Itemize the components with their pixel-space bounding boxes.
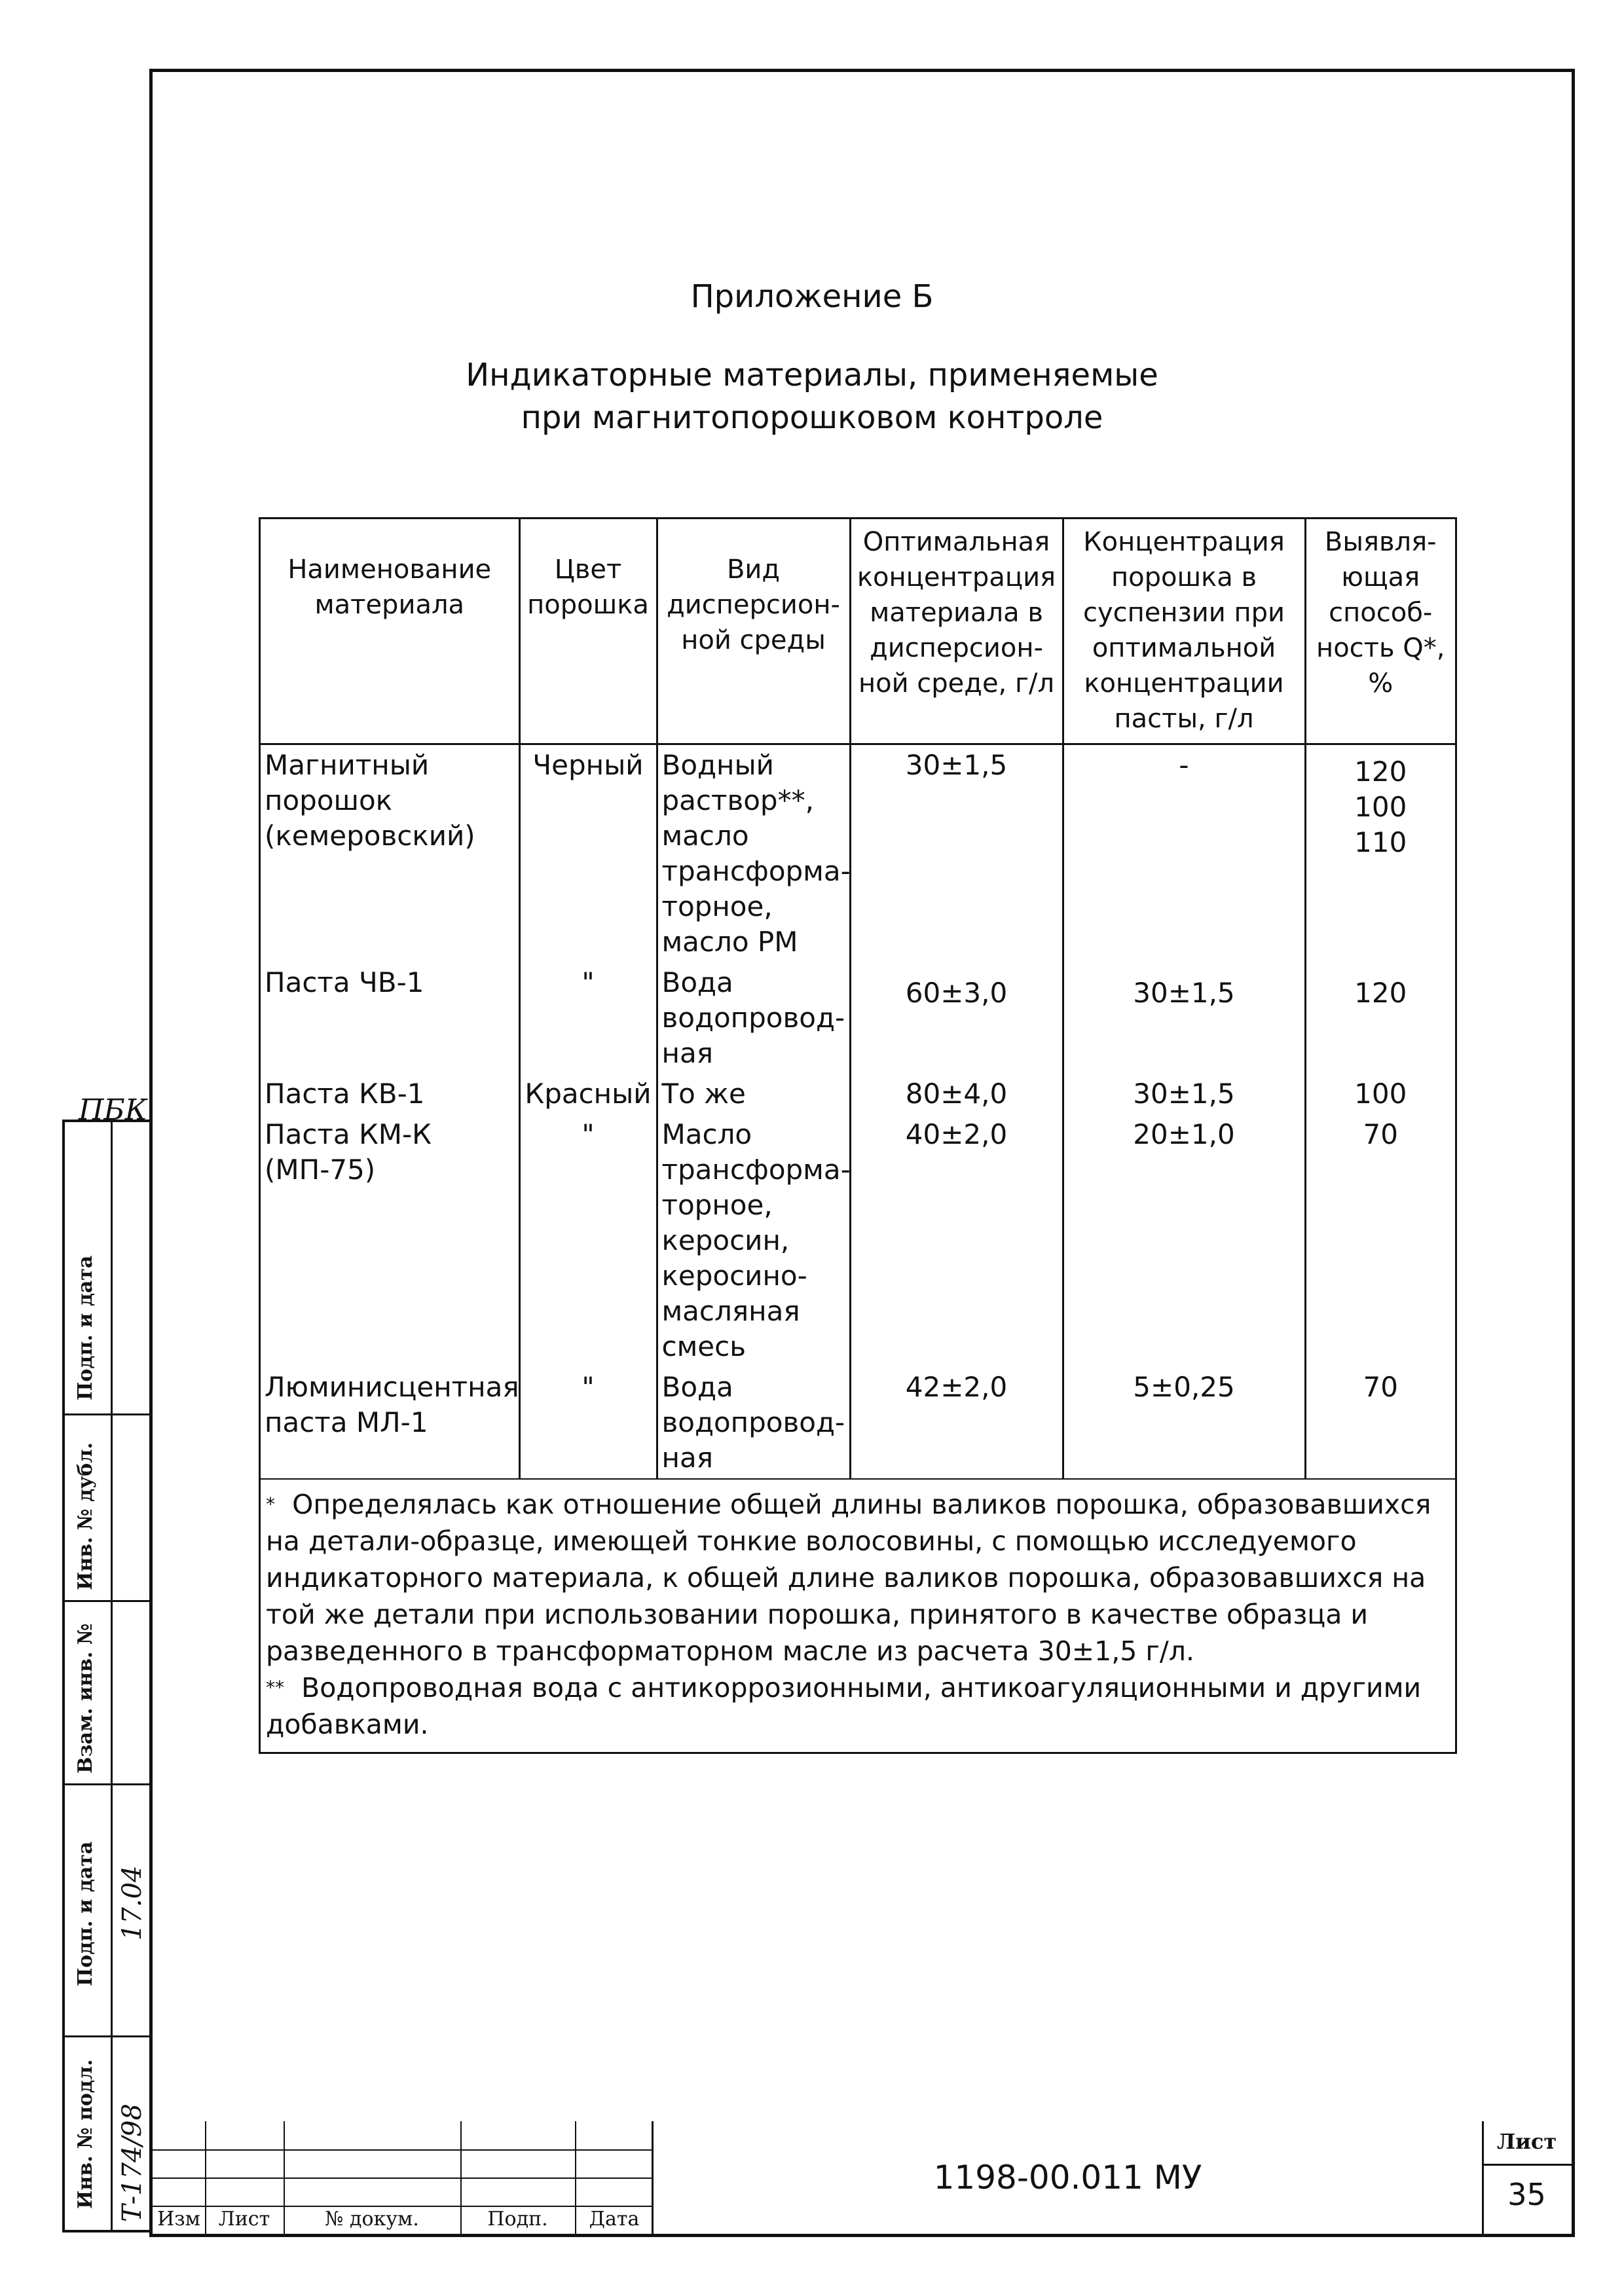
cell-name: Паста ЧВ-1 [265, 966, 424, 998]
grid-line [1482, 2164, 1572, 2166]
cell-medium: Водный раствор**, масло трансформа-торное, масло РМ [657, 744, 850, 963]
table-notes [261, 1478, 1455, 1752]
cell-medium: Вода водопровод-ная [657, 1367, 850, 1478]
table-row [261, 744, 1455, 963]
side-label-inv-dubl: Инв. № дубл. [74, 1442, 97, 1590]
footnote-1 [266, 1486, 1450, 1669]
footnote-2 [266, 1669, 1450, 1743]
cell-medium: Масло трансформа-торное, керосин, керосино-масляная смесь [657, 1114, 850, 1367]
cell-opt: 42±2,0 [850, 1367, 1063, 1478]
cell-medium: То же [657, 1074, 850, 1114]
side-label-podp-data-1: Подп. и дата [74, 1841, 97, 1986]
cell-opt: 30±1,5 [850, 744, 1063, 963]
stamp-col-izm: Изм [157, 2208, 200, 2231]
cell-q: 120 100 110 [1305, 744, 1455, 963]
sheet-label: Лист [1496, 2129, 1557, 2154]
handwritten-date: 17.04 [117, 1865, 147, 1941]
side-divider [65, 1783, 150, 1785]
col-header-opt-conc: Оптимальная концентрация материала в дисперсион-ной среде, г/л [850, 519, 1063, 744]
document-code: 1198-00.011 МУ [933, 2159, 1202, 2196]
grid-line [153, 2178, 654, 2179]
cell-conc: 30±1,5 [1063, 962, 1305, 1074]
cell-name: Люминисцентная паста МЛ-1 [265, 1371, 519, 1438]
cell-name: Магнитный порошок (кемеровский) [265, 749, 475, 852]
title-block [153, 2121, 1572, 2234]
col-header-medium: Вид дисперсион-ной среды [657, 519, 850, 744]
footnote-mark-2: ** [266, 1677, 284, 1698]
side-divider [65, 1600, 150, 1602]
col-header-name: Наименование материала [261, 519, 519, 744]
table-row [261, 1114, 1455, 1367]
cell-color: " [519, 1114, 657, 1367]
stamp-col-dokum: № докум. [325, 2208, 419, 2231]
table-row [261, 962, 1455, 1074]
cell-color: " [519, 962, 657, 1074]
sheet-number: 35 [1507, 2177, 1546, 2212]
grid-line [153, 2206, 654, 2207]
side-divider [65, 1413, 150, 1415]
cell-opt: 40±2,0 [850, 1114, 1063, 1367]
handwritten-inventory: Т-174/98 [117, 2104, 147, 2222]
stamp-col-podp: Подп. [487, 2208, 548, 2231]
side-stamp [62, 1120, 153, 2232]
cell-q: 70 [1305, 1114, 1455, 1367]
side-label-vzam-inv: Взам. инв. № [74, 1623, 97, 1774]
table-header-row [261, 519, 1455, 744]
cell-conc: 20±1,0 [1063, 1114, 1305, 1367]
cell-color: " [519, 1367, 657, 1478]
side-label-podp-data-2: Подп. и дата [74, 1255, 97, 1400]
stamp-col-list: Лист [218, 2208, 270, 2231]
appendix-heading: Приложение Б [690, 278, 934, 315]
col-header-powder-conc: Концентрация порошка в суспензии при оптимальной концентрации пасты, г/л [1063, 519, 1305, 744]
cell-conc: - [1063, 744, 1305, 963]
footnote-mark-1: * [266, 1493, 275, 1515]
footnote-2-text: Водопроводная вода с антикоррозионными, антикоагуляционными и другими добавками. [266, 1672, 1422, 1740]
cell-color: Черный [519, 744, 657, 963]
col-header-q: Выявля-ющая способ-ность Q*, % [1305, 519, 1455, 744]
side-label-inv-podl: Инв. № подл. [74, 2059, 97, 2209]
cell-q: 100 [1305, 1074, 1455, 1114]
cell-name: Паста КМ-К (МП-75) [265, 1118, 432, 1186]
cell-conc: 5±0,25 [1063, 1367, 1305, 1478]
cell-conc: 30±1,5 [1063, 1074, 1305, 1114]
cell-name: Паста КВ-1 [265, 1078, 425, 1110]
materials-table [259, 517, 1457, 1754]
footnote-1-text: Определялась как отношение общей длины валиков порошка, образовавшихся на детали-образце, имеющей тонкие волосовины, с помощью исследуемого индикаторного материала, к общей длине валиков порошка, образовавшихся на той же детали при использовании порошка, принятого в качестве образца и разведенного в трансформаторном масле из расчета 30±1,5 г/л. [266, 1489, 1431, 1667]
table-row [261, 1074, 1455, 1114]
grid-line [153, 2149, 654, 2151]
cell-opt: 80±4,0 [850, 1074, 1063, 1114]
cell-q: 70 [1305, 1367, 1455, 1478]
title-line-2: при магнитопорошковом контроле [521, 399, 1103, 436]
side-divider [65, 2035, 150, 2037]
cell-medium: Вода водопровод-ная [657, 962, 850, 1074]
cell-color: Красный [519, 1074, 657, 1114]
handwritten-pbk: ПБК [79, 1093, 147, 1127]
table-row [261, 1367, 1455, 1478]
cell-opt: 60±3,0 [850, 962, 1063, 1074]
title-line-1: Индикаторные материалы, применяемые [466, 357, 1158, 393]
stamp-col-data: Дата [589, 2208, 640, 2231]
col-header-color: Цвет порошка [519, 519, 657, 744]
cell-q: 120 [1305, 962, 1455, 1074]
